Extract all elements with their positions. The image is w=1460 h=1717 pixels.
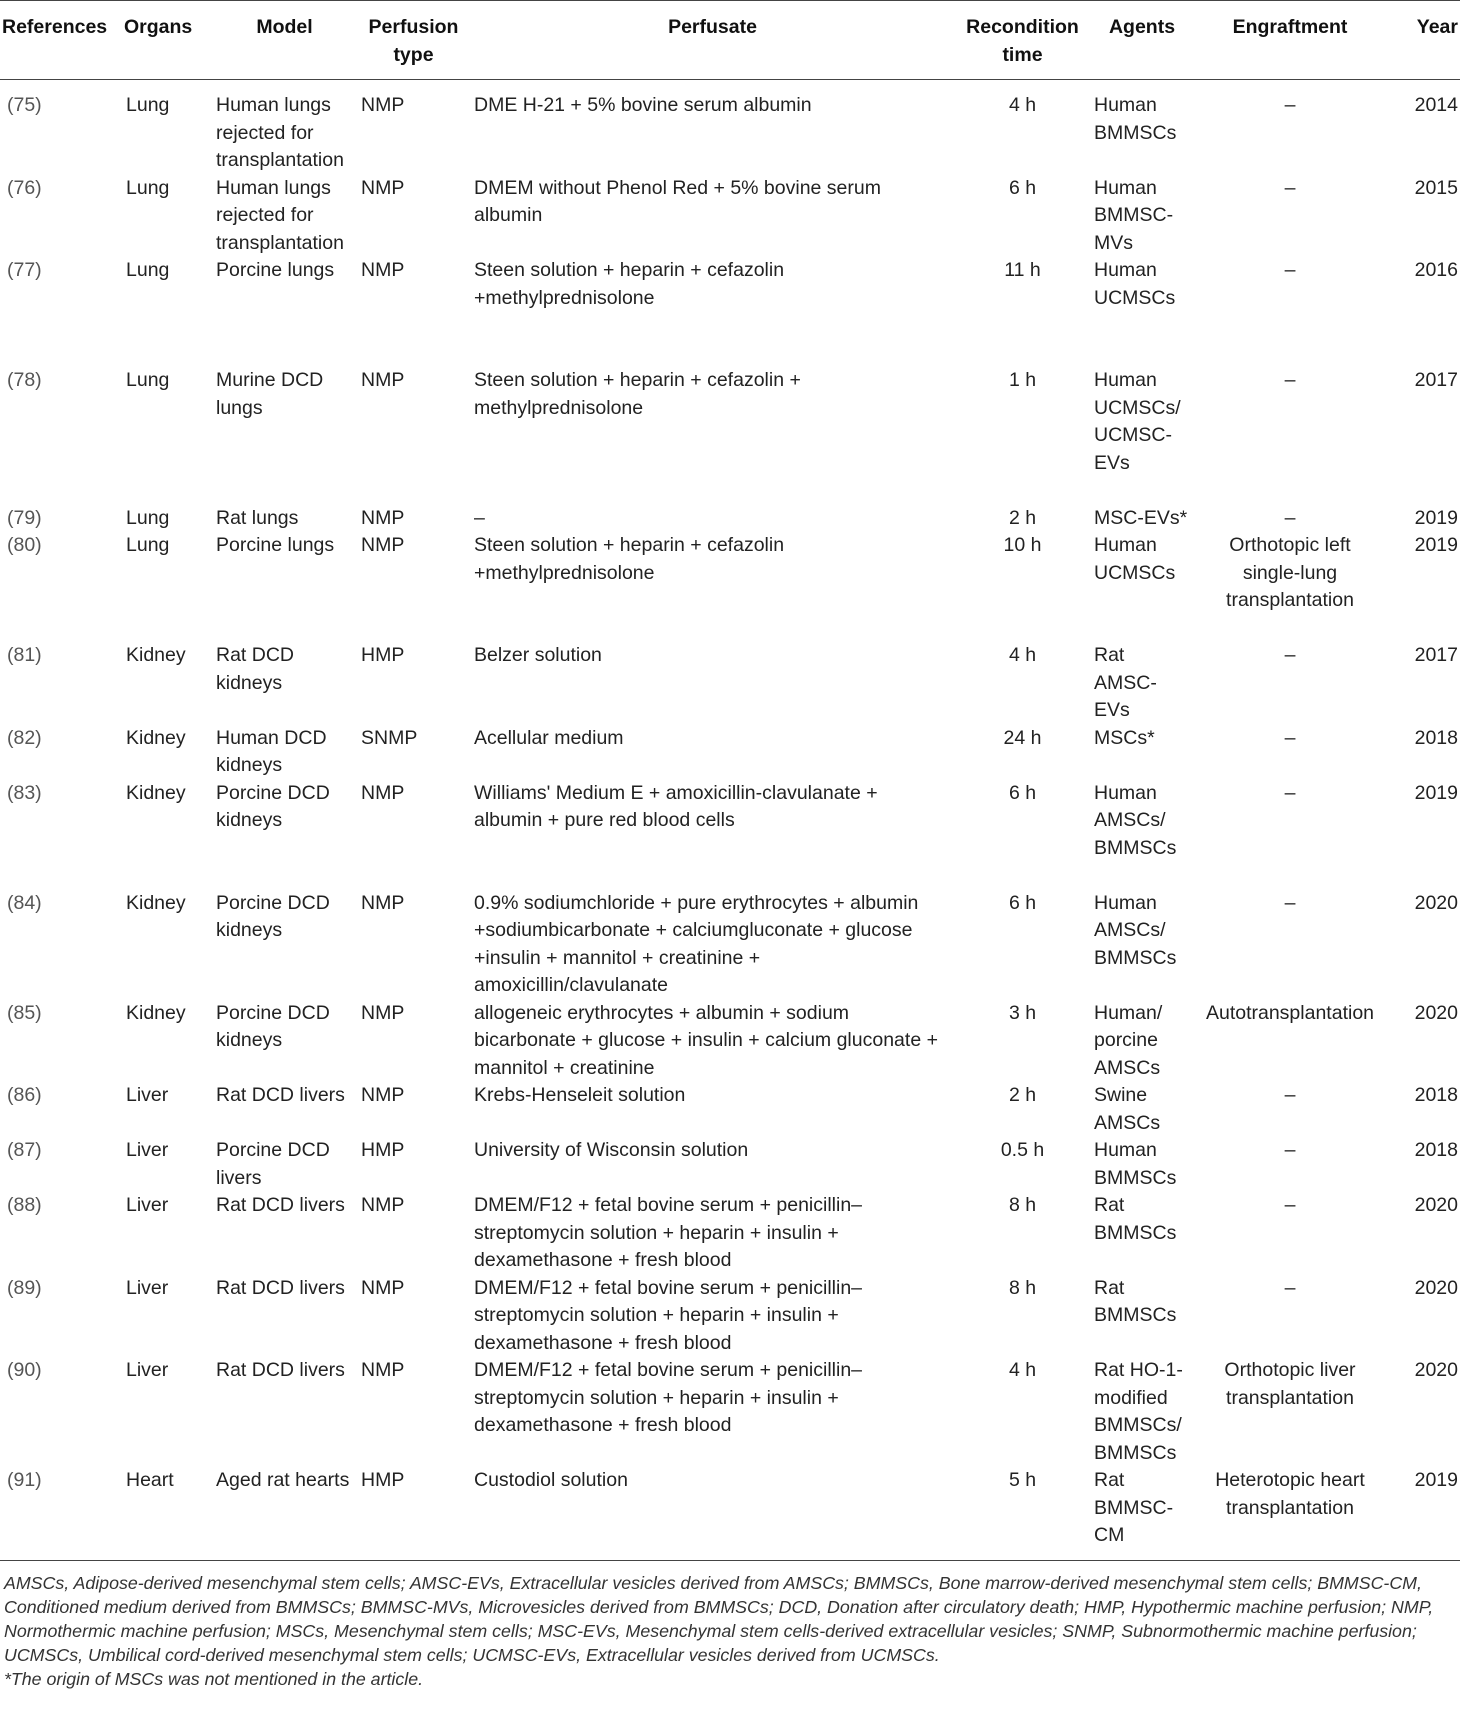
table-row <box>0 175 1460 258</box>
organ-cell: Liver <box>126 1194 169 1216</box>
agents-cell: Human AMSCs/ BMMSCs <box>1094 781 1177 859</box>
engraftment-cell: – <box>1284 891 1296 914</box>
ref-cell: (86) <box>7 1084 42 1106</box>
header-perfusion-type: Perfusion type <box>357 1 470 80</box>
recondition-time-cell: 5 h <box>955 1467 1090 1560</box>
agents-cell: Human BMMSCs <box>1094 94 1177 144</box>
year-cell: 2018 <box>1414 1084 1458 1106</box>
year-cell: 2018 <box>1414 1139 1458 1161</box>
model-cell: Porcine DCD kidneys <box>216 1001 330 1051</box>
row-spacer <box>0 615 1460 643</box>
perfusate-cell: Krebs-Henseleit solution <box>474 1084 686 1106</box>
model-cell: Rat DCD kidneys <box>216 644 295 694</box>
perfusate-cell: Steen solution + heparin + cefazolin + methylprednisolone <box>474 369 801 419</box>
recondition-time-cell: 4 h <box>1008 94 1037 116</box>
abbreviations-note: AMSCs, Adipose-derived mesenchymal stem cells; AMSC-EVs, Extracellular vesicles derived from AMSCs; BMMSCs, Bone marrow-derived mesenchymal stem cells; BMMSC-CM, Conditioned medium derived from BMMSCs; BMMSC-MVs, Microvesicles derived from BMMSCs; DCD, Donation after circulatory death; HMP, Hypothermic machine perfusion; NMP, Normothermic machine perfusion; MSCs, Mesenchymal stem cells; MSC-EVs, Mesenchymal stem cells-derived extracellular vesicles; SNMP, Subnormothermic machine perfusion; UCMSCs, Umbilical cord-derived mesenchymal stem cells; UCMSC-EVs, Extracellular vesicles derived from UCMSCs. <box>4 1572 1434 1665</box>
engraftment-cell: – <box>1284 369 1296 391</box>
model-cell: Rat DCD livers <box>216 1084 345 1106</box>
perfusion-type-cell: HMP <box>357 1467 470 1560</box>
header-agents: Agents <box>1090 1 1194 80</box>
perfusion-type-cell: NMP <box>361 781 405 804</box>
model-cell: Human lungs rejected for transplantation <box>216 176 344 254</box>
recondition-time-cell: 11 h <box>1004 259 1041 281</box>
ref-cell: (77) <box>7 259 42 281</box>
engraftment-cell: Heterotopic heart transplantation <box>1194 1467 1386 1560</box>
header-model: Model <box>212 1 357 80</box>
perfusion-type-cell: NMP <box>361 1001 405 1024</box>
year-cell: 2017 <box>1414 369 1458 391</box>
table-row <box>0 890 1460 1000</box>
ref-cell: (78) <box>7 369 42 391</box>
header-engraftment: Engraftment <box>1194 1 1386 80</box>
ref-cell: (90) <box>7 1359 42 1381</box>
engraftment-cell: – <box>1284 176 1296 199</box>
perfusion-type-cell: NMP <box>361 506 405 529</box>
ref-cell: (91) <box>0 1467 122 1560</box>
perfusion-type-cell: NMP <box>361 1276 405 1299</box>
organ-cell: Liver <box>126 1084 169 1106</box>
year-cell: 2020 <box>1414 1001 1458 1024</box>
model-cell: Aged rat hearts <box>212 1467 357 1560</box>
perfusion-type-cell: HMP <box>361 1139 405 1161</box>
perfusion-type-cell: NMP <box>361 1084 405 1106</box>
perfusate-cell: University of Wisconsin solution <box>474 1139 749 1161</box>
recondition-time-cell: 3 h <box>1008 1001 1037 1024</box>
organ-cell: Heart <box>122 1467 212 1560</box>
model-cell: Rat DCD livers <box>216 1276 345 1299</box>
header-year: Year <box>1386 1 1460 80</box>
header-references: References <box>0 1 122 80</box>
table-row <box>0 257 1460 312</box>
recondition-time-cell: 2 h <box>1008 1084 1037 1106</box>
engraftment-cell: – <box>1284 506 1296 529</box>
model-cell: Rat lungs <box>216 506 299 529</box>
table-row <box>0 1275 1460 1358</box>
agents-cell: Rat HO-1-modified BMMSCs/ BMMSCs <box>1094 1359 1183 1464</box>
agents-cell: Human UCMSCs <box>1094 259 1176 309</box>
engraftment-cell: – <box>1284 259 1296 281</box>
recondition-time-cell: 0.5 h <box>1000 1139 1045 1161</box>
ref-cell: (88) <box>7 1194 42 1216</box>
perfusate-cell: Williams' Medium E + amoxicillin-clavulanate + albumin + pure red blood cells <box>474 781 878 831</box>
ref-cell: (76) <box>7 176 42 199</box>
engraftment-cell: – <box>1284 94 1296 116</box>
spacer-cell <box>0 862 1460 890</box>
agents-cell: MSCs* <box>1094 726 1155 749</box>
perfusate-cell: DMEM without Phenol Red + 5% bovine serum albumin <box>474 176 881 226</box>
model-cell: Rat DCD livers <box>216 1194 345 1216</box>
organ-cell: Kidney <box>126 781 186 804</box>
organ-cell: Lung <box>126 369 170 391</box>
organ-cell: Kidney <box>126 891 186 914</box>
perfusate-cell: Custodiol solution <box>470 1467 955 1560</box>
header-recondition-time: Recondition time <box>955 1 1090 80</box>
engraftment-cell: – <box>1284 1084 1296 1106</box>
table-footnote <box>0 1561 1460 1691</box>
agents-cell: MSC-EVs* <box>1094 506 1188 529</box>
agents-cell: Human BMMSC-MVs <box>1094 176 1174 254</box>
engraftment-cell: – <box>1284 1194 1296 1216</box>
recondition-time-cell: 24 h <box>1003 726 1042 749</box>
ref-cell: (80) <box>7 534 42 556</box>
perfusion-type-cell: NMP <box>361 259 405 281</box>
table-row <box>0 780 1460 863</box>
spacer-cell <box>0 615 1460 643</box>
year-cell: 2020 <box>1414 1359 1458 1381</box>
perfusion-type-cell: NMP <box>361 1359 405 1381</box>
year-cell: 2018 <box>1414 726 1458 749</box>
organ-cell: Liver <box>126 1139 169 1161</box>
model-cell: Porcine lungs <box>216 259 335 281</box>
ref-cell: (83) <box>7 781 42 804</box>
header-row <box>0 1 1460 80</box>
table-header <box>0 1 1460 80</box>
perfusion-type-cell: NMP <box>361 1194 405 1216</box>
perfusion-type-cell: NMP <box>361 176 405 199</box>
recondition-time-cell: 4 h <box>1008 644 1037 666</box>
table-row <box>0 80 1460 175</box>
model-cell: Murine DCD lungs <box>216 369 324 419</box>
organ-cell: Lung <box>126 176 170 199</box>
perfusion-type-cell: NMP <box>361 369 405 391</box>
table-row <box>0 1467 1460 1560</box>
agents-cell: Rat BMMSC-CM <box>1090 1467 1194 1560</box>
recondition-time-cell: 2 h <box>1008 506 1037 529</box>
model-cell: Porcine DCD livers <box>216 1139 330 1189</box>
ref-cell: (75) <box>7 94 42 116</box>
engraftment-cell: – <box>1284 781 1296 804</box>
engraftment-cell: – <box>1284 726 1296 749</box>
agents-cell: Human AMSCs/ BMMSCs <box>1094 891 1177 969</box>
perfusion-type-cell: NMP <box>361 534 405 556</box>
recondition-time-cell: 1 h <box>1008 369 1037 391</box>
spacer-cell <box>0 477 1460 505</box>
year-cell: 2020 <box>1414 891 1458 914</box>
perfusion-type-cell: NMP <box>361 891 405 914</box>
organ-cell: Kidney <box>126 726 186 749</box>
organ-cell: Kidney <box>126 1001 186 1024</box>
perfusate-cell: allogeneic erythrocytes + albumin + sodium bicarbonate + glucose + insulin + calcium gluconate + mannitol + creatinine <box>474 1001 938 1079</box>
model-cell: Human DCD kidneys <box>216 726 327 776</box>
row-spacer <box>0 477 1460 505</box>
engraftment-cell: – <box>1284 644 1296 666</box>
engraftment-cell: – <box>1284 1276 1296 1299</box>
table-row <box>0 1082 1460 1137</box>
table-row <box>0 1192 1460 1275</box>
header-organs: Organs <box>122 1 212 80</box>
ref-cell: (82) <box>7 726 42 749</box>
ref-cell: (79) <box>7 506 42 529</box>
perfusate-cell: DMEM/F12 + fetal bovine serum + penicillin–streptomycin solution + heparin + insulin + dexamethasone + fresh blood <box>474 1194 863 1271</box>
organ-cell: Lung <box>126 94 170 116</box>
engraftment-cell: Autotransplantation <box>1205 1001 1375 1024</box>
year-cell: 2020 <box>1414 1194 1458 1216</box>
perfusate-cell: DMEM/F12 + fetal bovine serum + penicillin–streptomycin solution + heparin + insulin + dexamethasone + fresh blood <box>474 1276 863 1354</box>
model-cell: Porcine DCD kidneys <box>216 781 330 831</box>
ref-cell: (84) <box>7 891 42 914</box>
perfusion-type-cell: NMP <box>361 94 405 116</box>
recondition-time-cell: 6 h <box>1008 176 1037 199</box>
table-row <box>0 642 1460 725</box>
perfusate-cell: – <box>474 506 485 529</box>
ref-cell: (89) <box>7 1276 42 1299</box>
recondition-time-cell: 10 h <box>1003 534 1042 556</box>
perfusion-type-cell: SNMP <box>361 726 418 749</box>
year-cell: 2020 <box>1414 1276 1458 1299</box>
perfusate-cell: Acellular medium <box>474 726 624 749</box>
agents-cell: Rat BMMSCs <box>1094 1276 1177 1326</box>
perfusate-cell: DME H-21 + 5% bovine serum albumin <box>474 94 812 116</box>
perfusate-cell: Steen solution + heparin + cefazolin +methylprednisolone <box>474 534 785 584</box>
agents-cell: Human BMMSCs <box>1094 1139 1177 1189</box>
engraftment-cell: – <box>1284 1139 1296 1161</box>
table-row <box>0 505 1460 533</box>
year-cell: 2017 <box>1414 644 1458 666</box>
ref-cell: (87) <box>7 1139 42 1161</box>
agents-cell: Human UCMSCs <box>1094 534 1176 584</box>
header-perfusate: Perfusate <box>470 1 955 80</box>
row-spacer <box>0 862 1460 890</box>
table-row <box>0 1357 1460 1467</box>
organ-cell: Liver <box>126 1359 169 1381</box>
year-cell: 2019 <box>1414 506 1458 529</box>
organ-cell: Kidney <box>126 644 186 666</box>
recondition-time-cell: 6 h <box>1008 781 1037 804</box>
table-row <box>0 1000 1460 1083</box>
engraftment-cell: Orthotopic left single-lung transplantation <box>1226 534 1354 611</box>
model-cell: Porcine DCD kidneys <box>216 891 330 941</box>
ref-cell: (81) <box>7 644 42 666</box>
recondition-time-cell: 6 h <box>1008 891 1037 914</box>
agents-cell: Rat BMMSCs <box>1094 1194 1177 1244</box>
agents-cell: Human UCMSCs/ UCMSC-EVs <box>1094 369 1181 474</box>
year-cell: 2015 <box>1414 176 1458 199</box>
year-cell: 2019 <box>1414 534 1458 556</box>
model-cell: Porcine lungs <box>216 534 335 556</box>
table-row <box>0 1137 1460 1192</box>
table-row <box>0 725 1460 780</box>
model-cell: Rat DCD livers <box>216 1359 345 1381</box>
asterisk-note: *The origin of MSCs was not mentioned in the article. <box>4 1668 424 1689</box>
perfusate-cell: DMEM/F12 + fetal bovine serum + penicillin–streptomycin solution + heparin + insulin + dexamethasone + fresh blood <box>474 1359 863 1436</box>
spacer-cell <box>0 312 1460 367</box>
year-cell: 2019 <box>1414 781 1458 804</box>
ref-cell: (85) <box>7 1001 42 1024</box>
model-cell: Human lungs rejected for transplantation <box>216 94 344 171</box>
agents-cell: Human/ porcine AMSCs <box>1094 1001 1163 1079</box>
table-row <box>0 532 1460 615</box>
organ-cell: Lung <box>126 506 170 529</box>
year-cell: 2014 <box>1414 94 1458 116</box>
table-body <box>0 80 1460 1561</box>
agents-cell: Rat AMSC-EVs <box>1094 644 1157 721</box>
organ-cell: Lung <box>126 259 170 281</box>
engraftment-cell: Orthotopic liver transplantation <box>1224 1359 1356 1409</box>
year-cell: 2016 <box>1414 259 1458 281</box>
year-cell: 2019 <box>1386 1467 1460 1560</box>
row-spacer <box>0 312 1460 367</box>
organ-cell: Lung <box>126 534 170 556</box>
perfusate-cell: 0.9% sodiumchloride + pure erythrocytes + albumin +sodiumbicarbonate + calciumgluconate + glucose +insulin + mannitol + creatinine + amoxicillin/clavulanate <box>474 891 919 996</box>
recondition-time-cell: 8 h <box>1008 1194 1037 1216</box>
perfusion-type-cell: HMP <box>361 644 405 666</box>
perfusate-cell: Steen solution + heparin + cefazolin +methylprednisolone <box>474 259 785 309</box>
organ-cell: Liver <box>126 1276 169 1299</box>
agents-cell: Swine AMSCs <box>1094 1084 1161 1134</box>
recondition-time-cell: 8 h <box>1008 1276 1037 1299</box>
perfusate-cell: Belzer solution <box>474 644 602 666</box>
recondition-time-cell: 4 h <box>1008 1359 1037 1381</box>
table-row <box>0 367 1460 477</box>
